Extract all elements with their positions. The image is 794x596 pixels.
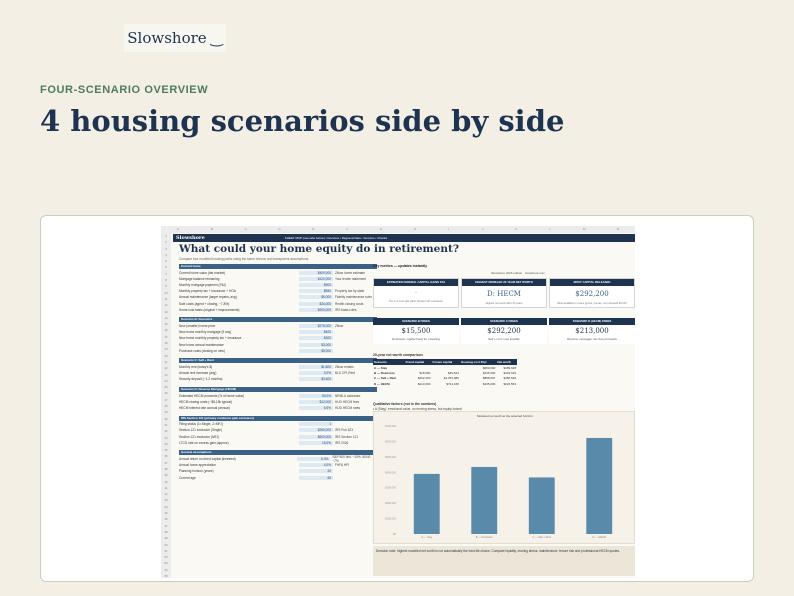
input-source: NRMLA calculator (335, 393, 361, 398)
input-source: BLS CPI-Rent (335, 371, 356, 376)
row-number: 37 (164, 460, 168, 465)
kpi-header: SCENARIO C FREES (461, 318, 547, 325)
sheet-map: SHEET MAP (use tabs below): Overview • Regional Data • Sources • Checks (284, 236, 388, 240)
table-cell: D — HECM (374, 381, 390, 386)
input-value[interactable]: $120,000 (299, 277, 333, 281)
input-source: Zillow (335, 324, 344, 329)
table-cell: $435,000 (482, 381, 496, 386)
row-number: 55 (164, 574, 168, 579)
input-label: Monthly rent (today's $) (179, 365, 213, 370)
bar (414, 474, 440, 534)
kpi-card (549, 318, 635, 344)
input-value[interactable]: 20 (299, 469, 333, 473)
input-label: Section 121 exclusion (MFJ) (179, 434, 220, 439)
row-number: 33 (164, 435, 168, 440)
kpi-header: HIGHEST MODELED 20-YEAR NET WORTH (462, 279, 546, 286)
kpi-header: SCENARIO B FREES (373, 318, 459, 325)
input-label: Annual return on freed capital (invested) (179, 457, 236, 462)
input-label: Current home value (fair market) (179, 270, 226, 275)
row-number: 41 (164, 485, 168, 490)
row-number: 35 (164, 448, 168, 453)
kpi-header: SCENARIO D (HECM) FREES (549, 318, 635, 325)
input-row (179, 434, 377, 439)
input-value[interactable]: $24,000 (299, 302, 333, 306)
kpi-value: $15,500 (401, 327, 431, 335)
input-value[interactable]: 15.0% (299, 441, 333, 445)
input-row (179, 364, 377, 369)
input-row (179, 276, 377, 281)
column-header: E (312, 227, 315, 231)
input-label: Filing status (1=Single, 2=MFJ) (179, 422, 224, 427)
spreadsheet (161, 226, 635, 578)
table-cell: A — Stay (374, 365, 388, 370)
input-row (179, 455, 377, 464)
row-number: 36 (164, 454, 168, 459)
input-source: S&P 500 hist. ~10%, 60/40 ~7% (332, 455, 371, 464)
column-header: N (617, 227, 620, 231)
table-header-cell: Freed capital (405, 359, 432, 365)
input-value[interactable]: 4.0% (299, 463, 333, 467)
input-value[interactable]: $500,000 (299, 435, 333, 439)
y-tick-label: $600,000 (385, 440, 396, 444)
row-number: 39 (164, 473, 168, 478)
networth-chart (373, 411, 635, 544)
spreadsheet-preview-card (40, 215, 754, 582)
column-header: H (413, 227, 417, 231)
sheet-subtitle: Compare four modeled housing paths using the same horizon and transparent assumptions. (179, 257, 310, 261)
qualitative-title: Qualitative factors (not in the numbers) (373, 402, 437, 406)
kpi-note: Most available to invest (gross, pre-tax, net proceeds $CCD) (557, 302, 627, 305)
table-header-cell: Housing cost 20yr (460, 359, 497, 365)
bar (471, 467, 497, 534)
row-numbers (161, 233, 171, 578)
row-number: 51 (164, 548, 168, 553)
input-label: Planning horizon (years) (179, 469, 214, 474)
row-number: 26 (164, 391, 168, 396)
input-row (179, 393, 377, 398)
input-row (179, 463, 377, 468)
input-label: New home monthly property tax + insurance (179, 336, 242, 341)
input-value[interactable]: $400,000 (299, 271, 333, 275)
input-row (179, 295, 377, 300)
row-number: 19 (164, 347, 168, 352)
logo-text: Slowshore (127, 29, 207, 47)
row-number: 34 (164, 441, 168, 446)
kpi-card (373, 278, 459, 308)
row-number: 24 (164, 378, 168, 383)
column-header: G (379, 227, 383, 231)
table-header-cell: Scenario (373, 359, 405, 365)
section-header: IRS Section 121 (primary residence gain exclusion) (179, 416, 377, 421)
row-number: 12 (164, 303, 168, 308)
input-label: Home cost basis (original + improvements) (179, 307, 240, 312)
input-row (179, 440, 377, 445)
input-label: LTCG rate on excess gain (approx) (179, 440, 229, 445)
input-value[interactable]: $3,000 (299, 343, 333, 347)
input-value[interactable]: $400 (299, 330, 333, 334)
input-label: HECM interest rate accrual (annual) (179, 406, 230, 411)
input-source: HUD HECM fees (335, 399, 360, 404)
table-cell: C — Sell + Rent (374, 376, 397, 381)
input-label: Purchase costs (closing on new) (179, 348, 225, 353)
input-source: IRS basis rules (335, 307, 357, 312)
table-cell: $1,254,080 (443, 376, 459, 381)
decision-note: Decision note: highest modeled net worth is not automatically the best life choice. Compare liquidity, moving stress, maintenance, tenure risk and professional HECM quotes. (373, 546, 635, 576)
section-header: Scenario D: Reverse Mortgage (HECM) (179, 387, 377, 392)
kpi-value: $292,200 (487, 327, 521, 335)
input-value[interactable]: $200,000 (299, 308, 333, 312)
row-number: 28 (164, 404, 168, 409)
kpi-card (461, 278, 547, 308)
column-header: B (210, 227, 213, 231)
input-value[interactable]: $1,800 (299, 365, 333, 369)
input-row (179, 330, 377, 335)
input-value[interactable]: $900 (299, 283, 333, 287)
row-number: 8 (165, 278, 167, 283)
kpi-card (549, 278, 635, 308)
bar (529, 477, 555, 534)
input-value[interactable]: 1 (299, 422, 333, 426)
row-number: 42 (164, 492, 168, 497)
table-cell: $714,168 (446, 381, 459, 386)
table-cell: $213,000 (417, 381, 431, 386)
input-row (179, 323, 377, 328)
table-cell: $888,007 (482, 376, 496, 381)
y-tick-label: $100,000 (385, 517, 396, 521)
kpi-value: $213,000 (575, 327, 609, 335)
x-tick-label: D — HECM (592, 536, 607, 539)
row-number: 48 (164, 529, 168, 534)
input-label: Estimated HECM proceeds (% of home value) (179, 393, 245, 398)
input-value[interactable]: $12,000 (299, 400, 333, 404)
section-header: Scenario B: Downsize (179, 317, 377, 322)
networth-table (373, 359, 517, 387)
input-value[interactable]: 6.5% (299, 406, 333, 410)
input-row (179, 301, 377, 306)
input-value[interactable]: 6.0% (297, 457, 330, 461)
kpi-card (373, 318, 459, 344)
row-number: 13 (164, 309, 168, 314)
input-row (179, 405, 377, 410)
column-header: I (448, 227, 450, 231)
row-number: 25 (164, 385, 168, 390)
row-number: 52 (164, 555, 168, 560)
kpi-note: Reverse mortgage: tax-free proceeds (567, 337, 617, 341)
row-number: 27 (164, 397, 168, 402)
row-number: 22 (164, 366, 168, 371)
x-tick-label: C — Sell + Rent (532, 536, 552, 539)
input-row (179, 307, 377, 312)
row-number: 2 (165, 240, 167, 245)
row-number: 32 (164, 429, 168, 434)
table-cell: $49,524 (447, 371, 459, 376)
key-metrics-label: Key metrics — updates instantly (373, 264, 428, 268)
input-label: Monthly property tax + insurance + HOA (179, 289, 236, 294)
input-source: Redfin closing costs (335, 301, 364, 306)
row-number: 31 (164, 422, 168, 427)
input-label: New home monthly mortgage (if any) (179, 330, 232, 335)
table-cell: $292,200 (417, 376, 431, 381)
input-label: Annual rent increase (avg) (179, 371, 217, 376)
input-source: HUD HECM rates (335, 406, 361, 411)
edition-label: Slowshore 2026 edition · slowshore.com (491, 271, 545, 275)
table-cell: $15,500 (419, 371, 431, 376)
row-number: 44 (164, 504, 168, 509)
input-value[interactable]: $5,000 (299, 349, 333, 353)
input-row (179, 475, 377, 480)
y-tick-label: $400,000 (385, 471, 396, 475)
brand-logo (124, 24, 226, 52)
chart-title: Modeled net worth at the selected horizon (477, 414, 533, 418)
row-number: 18 (164, 341, 168, 346)
row-number: 11 (164, 296, 168, 301)
column-header: M (582, 227, 586, 231)
input-label: HECM closing costs (~$8-15k typical) (179, 399, 233, 404)
column-headers (161, 226, 635, 233)
row-number: 54 (164, 567, 168, 572)
input-row (179, 399, 377, 404)
input-row (179, 377, 377, 382)
table-cell: $622,563 (503, 381, 516, 386)
input-label: Current age (179, 475, 196, 480)
column-header: A (176, 227, 179, 231)
column-header: C (244, 227, 247, 231)
smile-icon: ‿ (210, 29, 223, 47)
y-tick-label: $0 (393, 533, 396, 536)
input-value[interactable]: $6,000 (299, 295, 333, 299)
input-source: IRS 2026 (335, 440, 349, 445)
row-number: 1 (165, 234, 167, 238)
input-row (179, 289, 377, 294)
input-source: Zillow rentals (335, 365, 354, 370)
input-row (179, 282, 377, 287)
sheet-titlebar (173, 234, 635, 242)
input-row (179, 469, 377, 474)
table-cell: $345,000 (482, 371, 496, 376)
table-header-cell: Grown capital (431, 359, 459, 365)
section-header: Scenario C: Sell + Rent (179, 358, 377, 363)
row-number: 21 (164, 359, 168, 364)
input-source: IRS Section 121 (335, 434, 359, 439)
column-header: K (515, 227, 518, 231)
row-number: 14 (164, 315, 168, 320)
input-source: Property tax by state (335, 289, 365, 294)
input-label: Security deposit (~1-2 months) (179, 377, 223, 382)
input-source: Fidelity maintenance rules (335, 295, 373, 300)
input-source: FHFA HPI (335, 463, 350, 468)
kpi-value: - (415, 290, 417, 296)
row-number: 45 (164, 511, 168, 516)
input-row (179, 342, 377, 347)
row-number: 29 (164, 410, 168, 415)
row-number: 50 (164, 542, 168, 547)
input-row (179, 270, 377, 275)
table-cell: $680,000 (482, 365, 496, 370)
kpi-value: D: HECM (487, 290, 521, 298)
qualitative-note: • A (Stay): emotional value, no moving stress, but equity locked (373, 407, 462, 411)
column-header: F (346, 227, 349, 231)
table-cell: $366,528 (503, 376, 516, 381)
row-number: 17 (164, 334, 168, 339)
input-row (179, 371, 377, 376)
input-value[interactable]: $650 (299, 289, 333, 293)
row-number: 3 (165, 246, 167, 251)
kpi-note: Highest net worth after 20 years (485, 302, 523, 305)
row-number: 5 (165, 259, 167, 264)
input-value[interactable]: $3,600 (299, 377, 333, 381)
row-number: 20 (164, 353, 168, 358)
input-row (179, 336, 377, 341)
eyebrow-label: FOUR-SCENARIO OVERVIEW (40, 84, 209, 96)
row-number: 9 (165, 284, 167, 289)
row-number: 40 (164, 479, 168, 484)
sheet-title: What could your home equity do in retirement? (179, 243, 459, 255)
input-value[interactable]: 3.0% (299, 371, 333, 375)
input-value[interactable]: 65 (299, 476, 333, 480)
table-cell: B — Downsize (374, 371, 395, 376)
kpi-value: $292,200 (575, 290, 609, 298)
input-label: Sale costs (agent + closing, ~7-8%) (179, 301, 230, 306)
input-source: Zillow home estimate (335, 270, 365, 275)
x-tick-label: B — Downsize (475, 536, 493, 539)
y-tick-label: $500,000 (385, 455, 396, 459)
row-number: 10 (164, 290, 168, 295)
input-value[interactable]: 50.0% (299, 394, 333, 398)
row-number: 30 (164, 416, 168, 421)
y-tick-label: $200,000 (385, 502, 396, 506)
section-header: Current home (179, 264, 377, 269)
input-source: IRS Pub 523 (335, 428, 354, 433)
input-value[interactable]: $250,000 (299, 428, 333, 432)
input-row (179, 348, 377, 353)
column-header: D (278, 227, 281, 231)
row-number: 7 (165, 271, 167, 276)
input-label: Annual maintenance (larger repairs, avg) (179, 295, 237, 300)
input-label: New home annual maintenance (179, 342, 224, 347)
input-label: Annual home appreciation (179, 463, 217, 468)
sheet-brand: Slowshore (176, 235, 205, 241)
networth-title: 20-year net worth comparison (373, 353, 423, 357)
row-number: 53 (164, 561, 168, 566)
row-number: 15 (164, 322, 168, 327)
table-cell: $389,628 (503, 365, 516, 370)
row-number: 46 (164, 517, 168, 522)
kpi-card (461, 318, 547, 344)
row-number: 23 (164, 372, 168, 377)
row-number: 4 (165, 252, 167, 257)
input-label: Mortgage balance remaining (179, 276, 220, 281)
input-row (179, 422, 377, 427)
chart-svg (374, 412, 636, 545)
input-label: New (smaller) home price (179, 324, 216, 329)
column-header: J (481, 227, 484, 231)
row-number: 38 (164, 466, 168, 471)
input-source: Your lender statement (335, 276, 367, 281)
kpi-note: Tax on home sale (after Section 121 exclusion) (389, 300, 443, 303)
row-number: 49 (164, 536, 168, 541)
x-tick-label: A — Stay (421, 536, 433, 539)
column-header: L (549, 227, 552, 231)
row-number: 6 (165, 265, 167, 270)
row-number: 16 (164, 328, 168, 333)
table-row (373, 381, 517, 386)
input-value[interactable]: $300 (299, 336, 333, 340)
kpi-header: ESTIMATED FEDERAL CAPITAL GAINS TAX (374, 279, 458, 286)
row-number: 43 (164, 498, 168, 503)
table-header-cell: Net worth (496, 359, 517, 365)
input-value[interactable]: $275,000 (299, 324, 333, 328)
input-label: Monthly mortgage payment (P&I) (179, 283, 226, 288)
kpi-note: Sell + rent: max liquidity (488, 337, 520, 341)
input-row (179, 428, 377, 433)
input-label: Section 121 exclusion (Single) (179, 428, 222, 433)
kpi-header: MOST CAPITAL RELEASED (550, 279, 634, 286)
bar (586, 438, 612, 534)
section-header: General assumptions (179, 450, 377, 455)
row-number: 47 (164, 523, 168, 528)
y-tick-label: $700,000 (385, 425, 396, 428)
table-cell: $434,629 (503, 371, 516, 376)
kpi-note: Downsize: capital freed for investing (391, 337, 441, 341)
y-tick-label: $300,000 (385, 486, 396, 490)
page-headline: 4 housing scenarios side by side (40, 104, 565, 138)
